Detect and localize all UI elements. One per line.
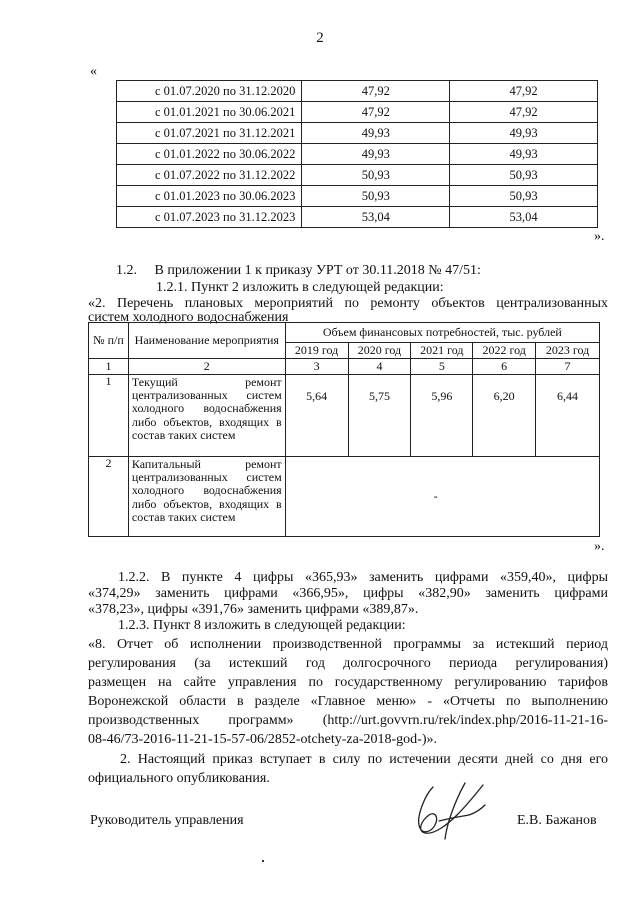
value-cell: 5,96	[411, 375, 473, 457]
period-cell: с 01.07.2022 по 31.12.2022	[117, 165, 302, 186]
period-cell: с 01.01.2022 по 30.06.2022	[117, 144, 302, 165]
value-cell: 5,64	[285, 375, 348, 457]
table-row	[117, 207, 598, 228]
value-cell: 50,93	[302, 165, 450, 186]
table-row	[117, 186, 598, 207]
page-number: 2	[316, 30, 324, 46]
ink-dot	[262, 860, 264, 862]
value-cell: 49,93	[302, 123, 450, 144]
value-cell: 5,75	[348, 375, 411, 457]
row-number: 1	[89, 375, 129, 457]
value-cell: 47,92	[302, 81, 450, 102]
item-2-line-2: официального опубликования.	[88, 771, 270, 786]
table-row	[89, 375, 600, 457]
period-cell: с 01.01.2023 по 30.06.2023	[117, 186, 302, 207]
value-cell: 6,44	[536, 375, 600, 457]
value-cell: 6,20	[473, 375, 536, 457]
table-row	[117, 123, 598, 144]
item-1-2-2-line-1: 1.2.2. В пункте 4 цифры «365,93» заменить цифрами «359,40», цифры	[118, 570, 608, 585]
signer-title: Руководитель управления	[90, 813, 244, 828]
table-row	[89, 457, 600, 537]
item-8-line-2: регулирования (за истекший год долгосрочного периода регулирования)	[88, 656, 608, 671]
measure-name: Текущий ремонт централизованных систем холодного водоснабжения либо объектов, входящих в состав таких систем	[128, 375, 285, 457]
period-cell: с 01.07.2020 по 31.12.2020	[117, 81, 302, 102]
period-cell: с 01.07.2023 по 31.12.2023	[117, 207, 302, 228]
item-1-2-2-line-3: «378,23», цифры «391,76» заменить цифрами «389,87».	[88, 602, 419, 617]
year-header: 2020 год	[348, 343, 411, 359]
opening-quote: «	[90, 64, 97, 79]
table-row	[117, 102, 598, 123]
closing-quote-2: ».	[594, 539, 605, 554]
closing-quote: ».	[594, 229, 605, 244]
item-8-line-4: Воронежской области в разделе «Главное меню» - «Отчеты по выполнению	[88, 694, 608, 709]
value-cell: 53,04	[450, 207, 598, 228]
section-2-title-cont: систем холодного водоснабжения	[88, 310, 289, 325]
year-header: 2019 год	[285, 343, 348, 359]
year-header: 2021 год	[411, 343, 473, 359]
value-cell: 50,93	[450, 186, 598, 207]
item-1-2-2-line-2: «374,29» заменить цифрами «366,95», цифры «382,90» заменить цифрами	[88, 586, 608, 601]
section-2-title: «2. Перечень плановых мероприятий по ремонту объектов централизованных	[88, 296, 608, 311]
value-cell: 49,93	[302, 144, 450, 165]
column-index: 1	[89, 359, 129, 375]
value-cell: 47,92	[302, 102, 450, 123]
value-cell: 50,93	[302, 186, 450, 207]
column-index: 6	[473, 359, 536, 375]
column-index: 2	[128, 359, 285, 375]
period-cell: с 01.07.2021 по 31.12.2021	[117, 123, 302, 144]
item-1-2-3: 1.2.3. Пункт 8 изложить в следующей редакции:	[118, 618, 406, 633]
tariff-table	[116, 80, 598, 228]
column-index: 4	[348, 359, 411, 375]
value-cell: 53,04	[302, 207, 450, 228]
column-index: 3	[285, 359, 348, 375]
value-cell: 49,93	[450, 123, 598, 144]
row-number: 2	[89, 457, 129, 537]
column-index: 5	[411, 359, 473, 375]
item-1-2: 1.2. В приложении 1 к приказу УРТ от 30.11.2018 № 47/51:	[116, 263, 481, 278]
value-cell: 47,92	[450, 102, 598, 123]
col-num-header: № п/п	[89, 323, 129, 359]
year-header: 2022 год	[473, 343, 536, 359]
table-row	[117, 81, 598, 102]
value-cell: 50,93	[450, 165, 598, 186]
signer-name: Е.В. Бажанов	[517, 813, 597, 828]
item-8-line-6: 08-46/73-2016-11-21-15-57-06/2852-otchety-za-2018-god-)».	[88, 732, 438, 747]
measure-name: Капитальный ремонт централизованных систем холодного водоснабжения либо объектов, входящих в состав таких систем	[128, 457, 285, 537]
item-1-2-1: 1.2.1. Пункт 2 изложить в следующей редакции:	[156, 280, 444, 295]
item-8-line-3: размещен на сайте управления по государственному регулированию тарифов	[88, 675, 608, 690]
table-row	[117, 144, 598, 165]
merged-value-cell: -	[285, 457, 599, 537]
value-cell: 47,92	[450, 81, 598, 102]
item-8-line-5: производственных программ» (http://urt.govvrn.ru/rek/index.php/2016-11-21-16-	[88, 713, 608, 728]
item-8-line-1: «8. Отчет об исполнении производственной программы за истекший период	[88, 637, 608, 652]
signature-image	[395, 775, 505, 845]
table-row	[117, 165, 598, 186]
value-cell: 49,93	[450, 144, 598, 165]
measures-table	[88, 322, 600, 537]
col-finance-header: Объем финансовых потребностей, тыс. рублей	[285, 323, 599, 343]
item-2-line-1: 2. Настоящий приказ вступает в силу по истечении десяти дней со дня его	[120, 752, 608, 767]
col-name-header: Наименование мероприятия	[128, 323, 285, 359]
column-index: 7	[536, 359, 600, 375]
period-cell: с 01.01.2021 по 30.06.2021	[117, 102, 302, 123]
year-header: 2023 год	[536, 343, 600, 359]
